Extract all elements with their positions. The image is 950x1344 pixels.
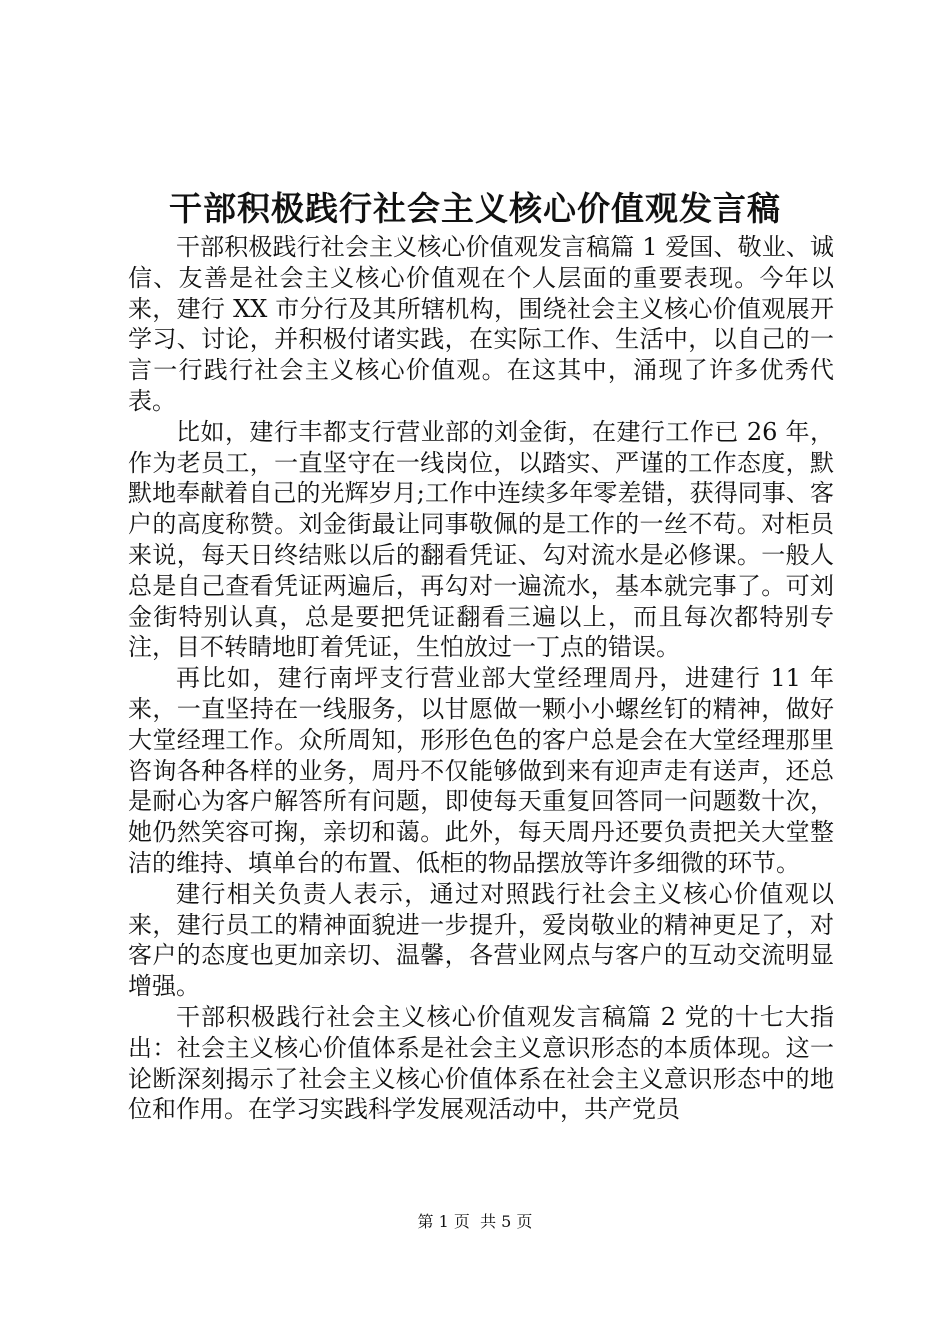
page-number: 第 1 页 [417, 1212, 470, 1231]
document-title: 干部积极践行社会主义核心价值观发言稿 [169, 189, 781, 228]
page-total: 共 5 页 [480, 1212, 533, 1231]
paragraph-3: 再比如，建行南坪支行营业部大堂经理周丹，进建行 11 年来，一直坚持在一线服务，以甘愿做一颗小小螺丝钉的精神，做好大堂经理工作。众所周知，形形色色的客户总是会在大堂经理那里咨询各种各样的业务，周丹不仅能够做到来有迎声走有送声，还总是耐心为客户解答所有问题，即使每天重复回答同一问题数十次，她仍然笑容可掬，亲切和蔼。此外，每天周丹还要负责把关大堂整洁的维持、填单台的布置、低柜的物品摆放等许多细微的环节。 [128, 664, 834, 877]
footer-separator [470, 1212, 480, 1231]
page-footer [0, 1210, 950, 1234]
paragraph-1: 干部积极践行社会主义核心价值观发言稿篇 1 爱国、敬业、诚信、友善是社会主义核心价值观在个人层面的重要表现。今年以来，建行 XX 市分行及其所辖机构，围绕社会主义核心价值观展开学习、讨论，并积极付诸实践，在实际工作、生活中，以自己的一言一行践行社会主义核心价值观。在这其中，涌现了许多优秀代表。 [128, 233, 834, 415]
paragraph-2: 比如，建行丰都支行营业部的刘金街，在建行工作已 26 年，作为老员工，一直坚守在一线岗位，以踏实、严谨的工作态度，默默地奉献着自己的光辉岁月;工作中连续多年零差错，获得同事、客户的高度称赞。刘金街最让同事敬佩的是工作的一丝不苟。对柜员来说，每天日终结账以后的翻看凭证、勾对流水是必修课。一般人总是自己查看凭证两遍后，再勾对一遍流水，基本就完事了。可刘金街特别认真，总是要把凭证翻看三遍以上，而且每次都特别专注，目不转睛地盯着凭证，生怕放过一丁点的错误。 [128, 417, 834, 662]
document-body [128, 232, 834, 1125]
paragraph-4: 建行相关负责人表示，通过对照践行社会主义核心价值观以来，建行员工的精神面貌进一步提升，爱岗敬业的精神更足了，对客户的态度也更加亲切、温馨，各营业网点与客户的互动交流明显增强。 [128, 879, 834, 1001]
paragraph-5: 干部积极践行社会主义核心价值观发言稿篇 2 党的十七大指出：社会主义核心价值体系是社会主义意识形态的本质体现。这一论断深刻揭示了社会主义核心价值体系在社会主义意识形态中的地位和作用。在学习实践科学发展观活动中，共产党员 [128, 1002, 834, 1124]
